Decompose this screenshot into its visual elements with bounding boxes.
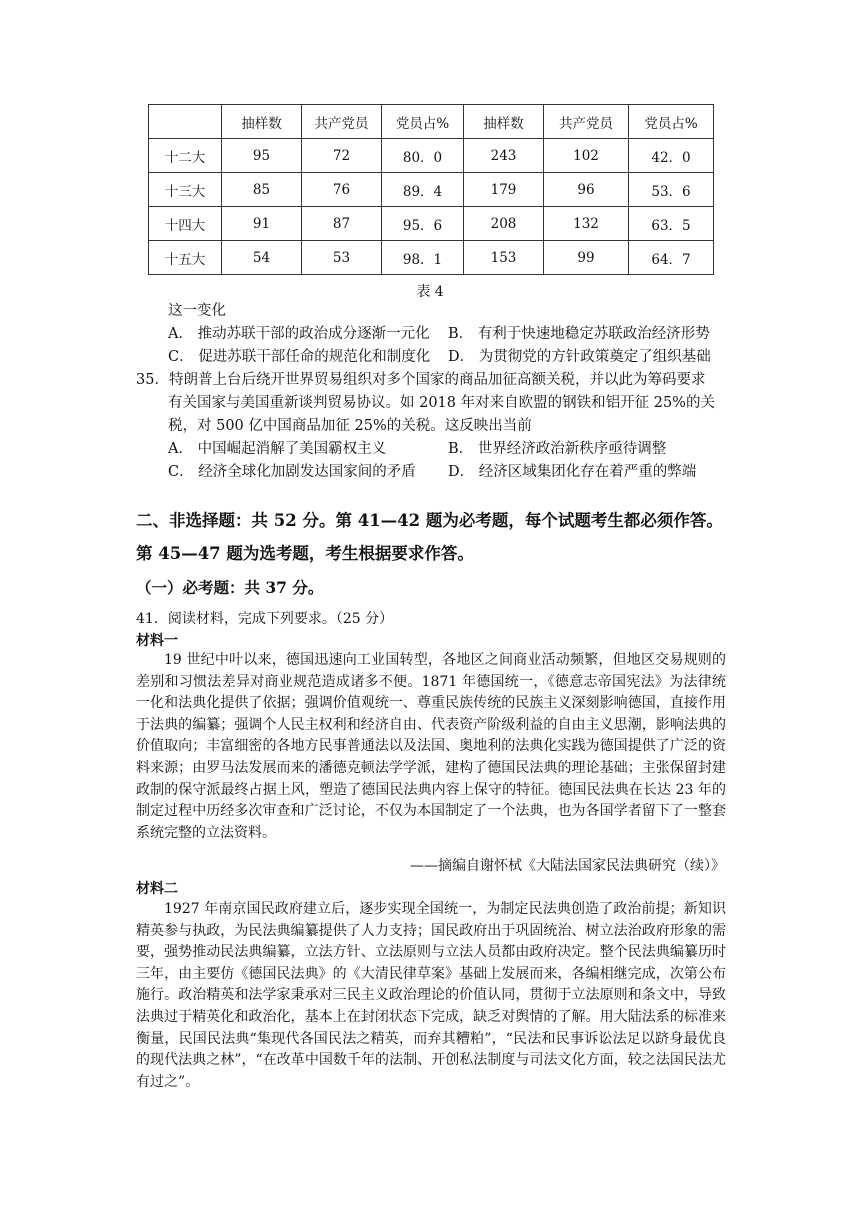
material-1-label: 材料一 [136, 633, 178, 649]
table-row [149, 173, 714, 207]
table-row [149, 139, 714, 173]
table-cell: 179 [464, 173, 544, 207]
question-35-line-2: 有关国家与美国重新谈判贸易协议。如 2018 年对来自欧盟的钢铁和铝开征 25%的关 [168, 395, 715, 411]
table-cell: 95 [222, 139, 302, 173]
question-35-line-1: 35．特朗普上台后绕开世界贸易组织对多个国家的商品加征高额关税，并以此为筹码要求 [136, 372, 706, 388]
table-header-cell: 抽样数 [222, 105, 302, 139]
table-cell: 十四大 [149, 207, 222, 241]
table-header-cell: 共产党员 [302, 105, 382, 139]
option-b: B． 世界经济政治新秩序亟待调整 [448, 441, 667, 457]
table-cell: 53．6 [629, 173, 714, 207]
option-d: D． 经济区域集团化存在着严重的弊端 [448, 464, 697, 480]
table-cell: 153 [464, 241, 544, 275]
table-header-cell: 党员占% [382, 105, 464, 139]
table-cell: 96 [544, 173, 629, 207]
table-cell: 72 [302, 139, 382, 173]
table-cell: 89．4 [382, 173, 464, 207]
table-cell: 63．5 [629, 207, 714, 241]
table-header-cell: 党员占% [629, 105, 714, 139]
material-1-citation: ——摘编自谢怀栻《大陆法国家民法典研究（续）》 [410, 858, 725, 874]
option-a: A． 推动苏联干部的政治成分逐渐一元化 [168, 326, 430, 342]
material-2-text: 1927 年南京国民政府建立后，逐步实现全国统一，为制定民法典创造了政治前提；新知识精英参与执政，为民法典编纂提供了人力支持；国民政府出于巩固统治、树立法治政府形象的需要，强势推动民法典编纂，立法方针、立法原则与立法人员都由政府决定。整个民法典编纂历时三年，由主要仿《德国民法典》的《大清民律草案》基础上发展而来，各编相继完成，次第公布施行。政治精英和法学家秉承对三民主义政治理论的价值认同，贯彻于立法原则和条文中，导致法典过于精英化和政治化，基本上在封闭状态下完成，缺乏对舆情的了解。用大陆法系的标准来衡量，民国民法典“集现代各国民法之精英，而弃其糟粕”，“民法和民事诉讼法足以跻身最优良的现代法典之林”，“在改革中国数千年的法制、开创私法制度与司法文化方面，较之法国民法尤有过之”。 [136, 901, 726, 1090]
table-cell: 80．0 [382, 139, 464, 173]
table-cell: 99 [544, 241, 629, 275]
table-header-cell [149, 105, 222, 139]
question-35-line-3: 税，对 500 亿中国商品加征 25%的关税。这反映出当前 [168, 418, 532, 434]
table-header-cell: 共产党员 [544, 105, 629, 139]
table-row [149, 241, 714, 275]
option-c: C． 经济全球化加剧发达国家间的矛盾 [168, 464, 416, 480]
section-heading-line-2: 第 45—47 题为选考题，考生根据要求作答。 [136, 544, 474, 563]
table-cell: 95．6 [382, 207, 464, 241]
question-stem: 这一变化 [168, 303, 226, 319]
table-cell: 十三大 [149, 173, 222, 207]
option-a: A． 中国崛起消解了美国霸权主义 [168, 441, 387, 457]
table-cell: 76 [302, 173, 382, 207]
table-cell: 208 [464, 207, 544, 241]
table-cell: 64．7 [629, 241, 714, 275]
table-cell: 102 [544, 139, 629, 173]
table-cell: 98．1 [382, 241, 464, 275]
material-2-label: 材料二 [136, 881, 178, 897]
data-table [148, 104, 714, 275]
table-cell: 132 [544, 207, 629, 241]
option-d: D． 为贯彻党的方针政策奠定了组织基础 [448, 349, 711, 365]
question-41-stem: 41．阅读材料，完成下列要求。（25 分） [136, 611, 394, 627]
table-cell: 53 [302, 241, 382, 275]
table-cell: 42．0 [629, 139, 714, 173]
table-cell: 十二大 [149, 139, 222, 173]
option-b: B． 有利于快速地稳定苏联政治经济形势 [448, 326, 710, 342]
table-cell: 87 [302, 207, 382, 241]
table-cell: 85 [222, 173, 302, 207]
table-header-row [149, 105, 714, 139]
subsection-heading: （一）必考题：共 37 分。 [136, 578, 324, 597]
table-cell: 243 [464, 139, 544, 173]
table-row [149, 207, 714, 241]
table-caption: 表 4 [416, 284, 444, 300]
table-cell: 91 [222, 207, 302, 241]
material-1-text: 19 世纪中叶以来，德国迅速向工业国转型，各地区之间商业活动频繁，但地区交易规则的差别和习惯法差异对商业规范造成诸多不便。1871 年德国统一，《德意志帝国宪法》为法律统一化和法典化提供了依据；强调价值观统一、尊重民族传统的民族主义深刻影响德国，直接作用于法典的编纂；强调个人民主权利和经济自由、代表资产阶级利益的自由主义思潮，影响法典的价值取向；丰富细密的各地方民事普通法以及法国、奥地利的法典化实践为德国提供了广泛的资料来源；由罗马法发展而来的潘德克顿法学学派，建构了德国民法典的理论基础；主张保留封建政制的保守派最终占据上风，塑造了德国民法典内容上保守的特征。德国民法典在长达 23 年的制定过程中历经多次审查和广泛讨论，不仅为本国制定了一个法典，也为各国学者留下了一整套系统完整的立法资料。 [136, 652, 726, 841]
table-cell: 十五大 [149, 241, 222, 275]
section-heading-line-1: 二、非选择题：共 52 分。第 41—42 题为必考题，每个试题考生都必须作答。 [136, 511, 723, 530]
table-header-cell: 抽样数 [464, 105, 544, 139]
table-cell: 54 [222, 241, 302, 275]
option-c: C． 促进苏联干部任命的规范化和制度化 [168, 349, 431, 365]
